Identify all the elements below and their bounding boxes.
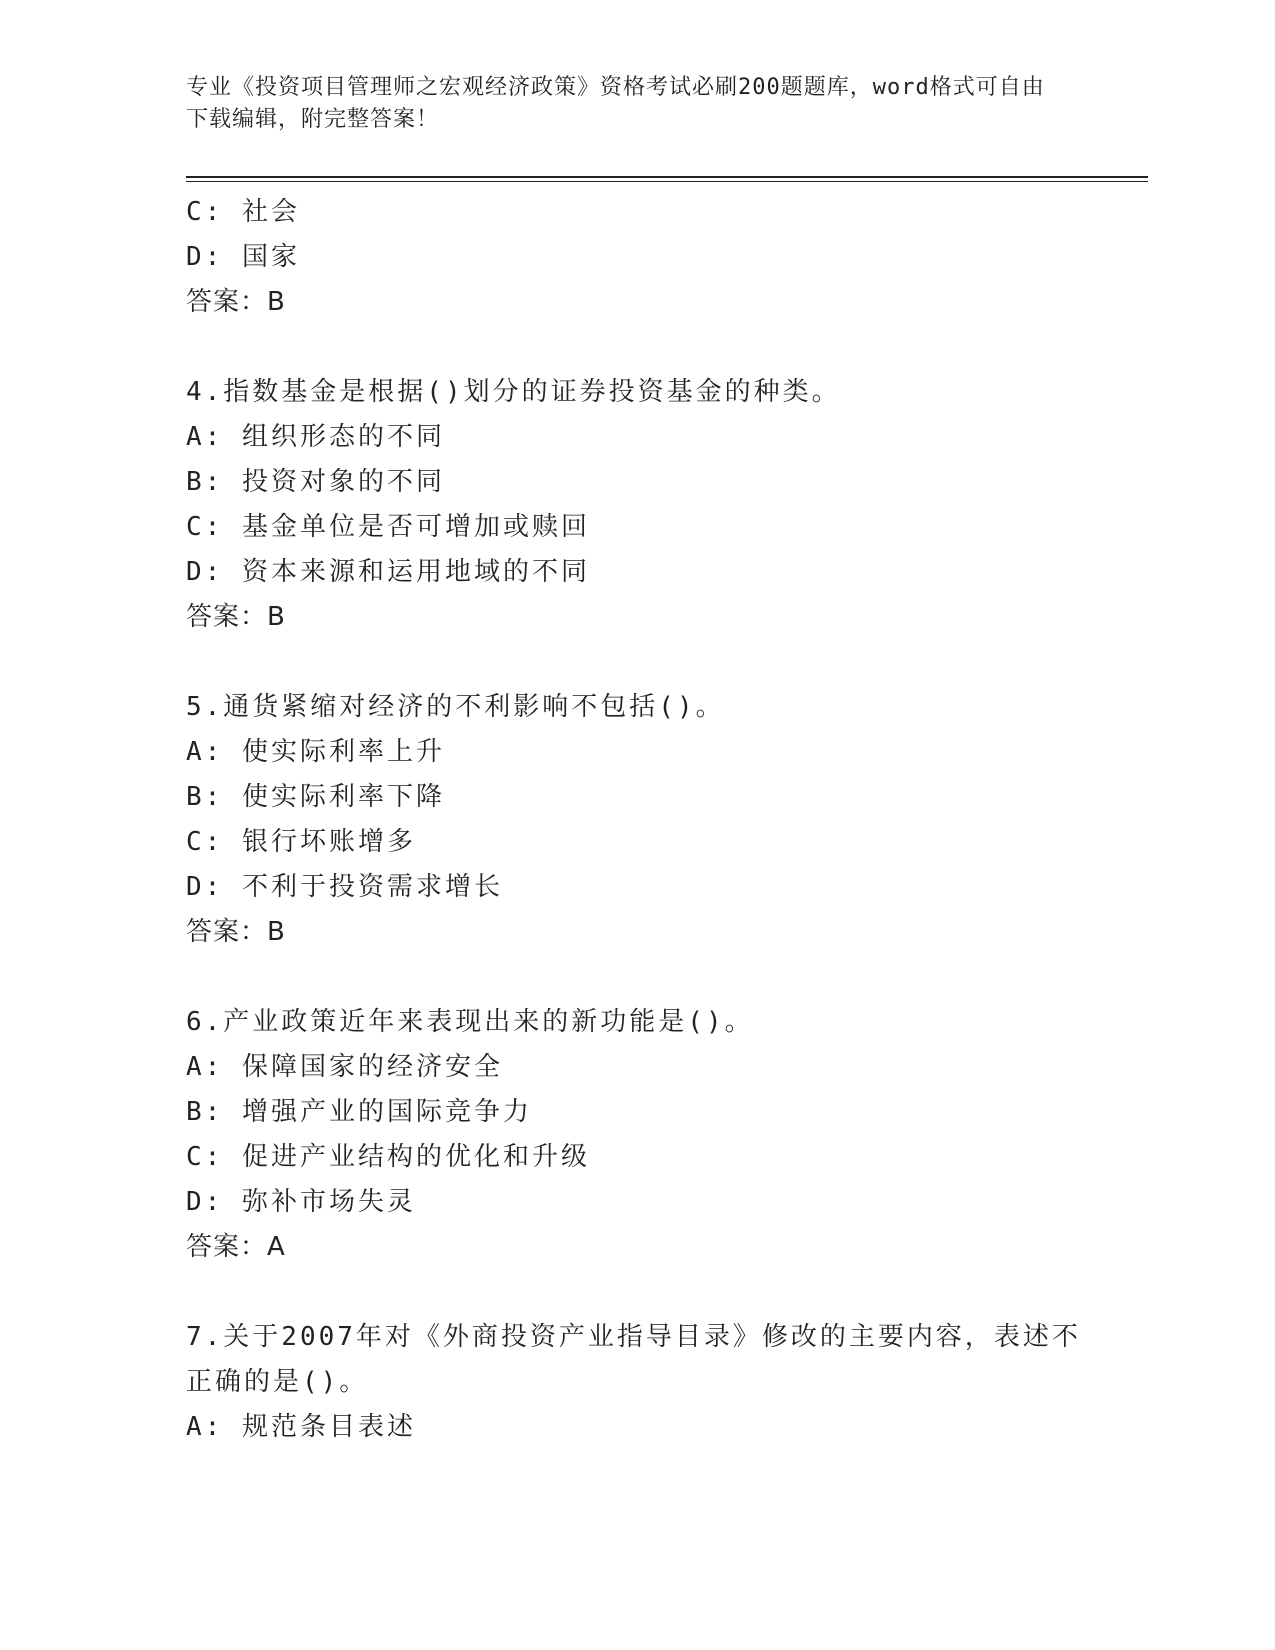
answer: 答案：B (186, 287, 286, 317)
question-6 (186, 1000, 1086, 1270)
answer: 答案：A (186, 1232, 286, 1262)
option-d: D: 国家 (186, 242, 300, 272)
option-c: C: 银行坏账增多 (186, 827, 416, 857)
option-a: A: 保障国家的经济安全 (186, 1052, 503, 1082)
option-c: C: 社会 (186, 197, 300, 227)
answer: 答案：B (186, 917, 286, 947)
document-body (186, 190, 1086, 1450)
question-stem: 6.产业政策近年来表现出来的新功能是()。 (186, 1007, 754, 1037)
option-d: D: 不利于投资需求增长 (186, 872, 503, 902)
header-divider-thick (186, 176, 1148, 178)
question-4 (186, 370, 1086, 640)
option-d: D: 弥补市场失灵 (186, 1187, 416, 1217)
question-stem-line-2: 正确的是()。 (186, 1367, 369, 1397)
question-5 (186, 685, 1086, 955)
document-header (186, 72, 1066, 136)
option-d: D: 资本来源和运用地域的不同 (186, 557, 590, 587)
question-stem: 5.通货紧缩对经济的不利影响不包括()。 (186, 692, 725, 722)
question-stem: 4.指数基金是根据()划分的证券投资基金的种类。 (186, 377, 841, 407)
question-stem-line-1: 7.关于2007年对《外商投资产业指导目录》修改的主要内容，表述不 (186, 1322, 1081, 1352)
question-3-partial (186, 190, 1086, 325)
answer: 答案：B (186, 602, 286, 632)
option-c: C: 基金单位是否可增加或赎回 (186, 512, 590, 542)
option-b: B: 增强产业的国际竞争力 (186, 1097, 532, 1127)
header-divider-thin (186, 181, 1148, 182)
option-a: A: 组织形态的不同 (186, 422, 445, 452)
option-a: A: 规范条目表述 (186, 1412, 416, 1442)
option-b: B: 使实际利率下降 (186, 782, 445, 812)
option-b: B: 投资对象的不同 (186, 467, 445, 497)
option-c: C: 促进产业结构的优化和升级 (186, 1142, 590, 1172)
option-a: A: 使实际利率上升 (186, 737, 445, 767)
question-7 (186, 1315, 1086, 1450)
header-title: 专业《投资项目管理师之宏观经济政策》资格考试必刷200题题库，word格式可自由下载编辑，附完整答案！ (186, 75, 1045, 132)
